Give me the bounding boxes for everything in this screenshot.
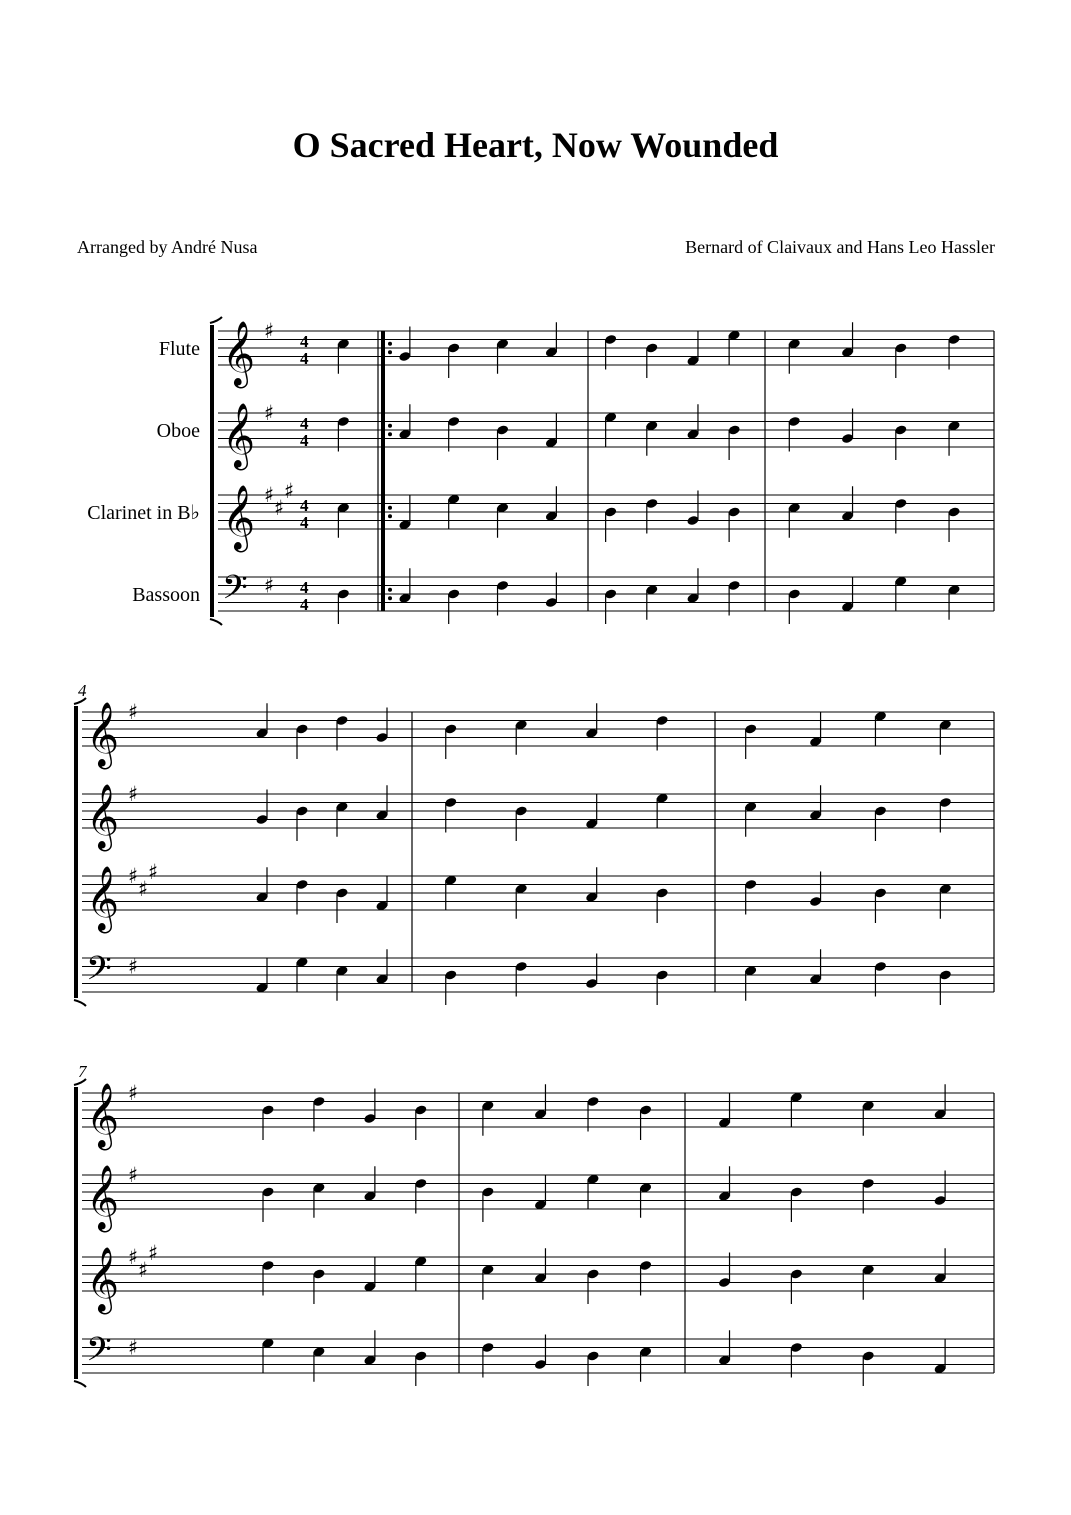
sharp-icon: ♯ [128,1335,139,1360]
sharp-icon: ♯ [148,1240,159,1265]
time-sig-denominator: 4 [300,349,309,368]
treble-clef-icon: 𝄞 [222,321,256,386]
bracket-hook-bottom [210,619,222,625]
repeat-dot [388,432,392,436]
time-sig-numerator: 4 [300,496,309,515]
sharp-icon: ♯ [264,319,275,343]
sharp-icon: ♯ [264,483,275,507]
instrument-label: Clarinet in B♭ [87,502,200,524]
sharp-icon: ♯ [128,782,139,806]
repeat-dot [388,588,392,592]
sharp-icon: ♯ [138,1257,149,1282]
bass-clef-icon: 𝄢 [86,950,112,996]
treble-clef-icon: 𝄞 [222,403,256,468]
instrument-label: Oboe [156,420,200,442]
treble-clef-icon: 𝄞 [86,1247,120,1312]
sharp-icon: ♯ [138,876,149,901]
instrument-label: Flute [158,338,200,360]
sharp-icon: ♯ [274,495,285,520]
repeat-dot [388,514,392,518]
measure-number: 4 [78,681,87,700]
sharp-icon: ♯ [148,859,159,884]
repeat-dot [388,596,392,600]
time-sig-numerator: 4 [300,332,309,351]
bass-clef-icon: 𝄢 [222,569,248,615]
sharp-icon: ♯ [128,1081,139,1105]
instrument-label: Bassoon [132,584,200,606]
treble-clef-icon: 𝄞 [86,784,120,849]
time-sig-denominator: 4 [300,431,309,450]
time-sig-numerator: 4 [300,414,309,433]
bracket-hook-bottom [74,1381,86,1387]
bass-clef-icon: 𝄢 [86,1331,112,1377]
repeat-dot [388,424,392,428]
measure-number: 7 [78,1062,87,1081]
treble-clef-icon: 𝄞 [222,485,256,550]
treble-clef-icon: 𝄞 [86,702,120,767]
treble-clef-icon: 𝄞 [86,866,120,931]
repeat-dot [388,342,392,346]
bracket-hook-top [210,317,222,323]
sharp-icon: ♯ [128,864,139,888]
repeat-dot [388,506,392,510]
sharp-icon: ♯ [128,1245,139,1269]
repeat-dot [388,350,392,354]
sharp-icon: ♯ [128,700,139,724]
sharp-icon: ♯ [128,1163,139,1187]
time-sig-denominator: 4 [300,513,309,532]
bracket-hook-bottom [74,1000,86,1006]
time-sig-numerator: 4 [300,578,309,597]
sharp-icon: ♯ [264,573,275,598]
sharp-icon: ♯ [264,401,275,425]
sharp-icon: ♯ [284,478,295,503]
treble-clef-icon: 𝄞 [86,1083,120,1148]
arranger-credit: Arranged by André Nusa [77,237,258,257]
treble-clef-icon: 𝄞 [86,1165,120,1230]
page-title: O Sacred Heart, Now Wounded [292,125,779,165]
composer-credit: Bernard of Claivaux and Hans Leo Hassler [685,237,995,257]
time-sig-denominator: 4 [300,595,309,614]
sharp-icon: ♯ [128,954,139,979]
